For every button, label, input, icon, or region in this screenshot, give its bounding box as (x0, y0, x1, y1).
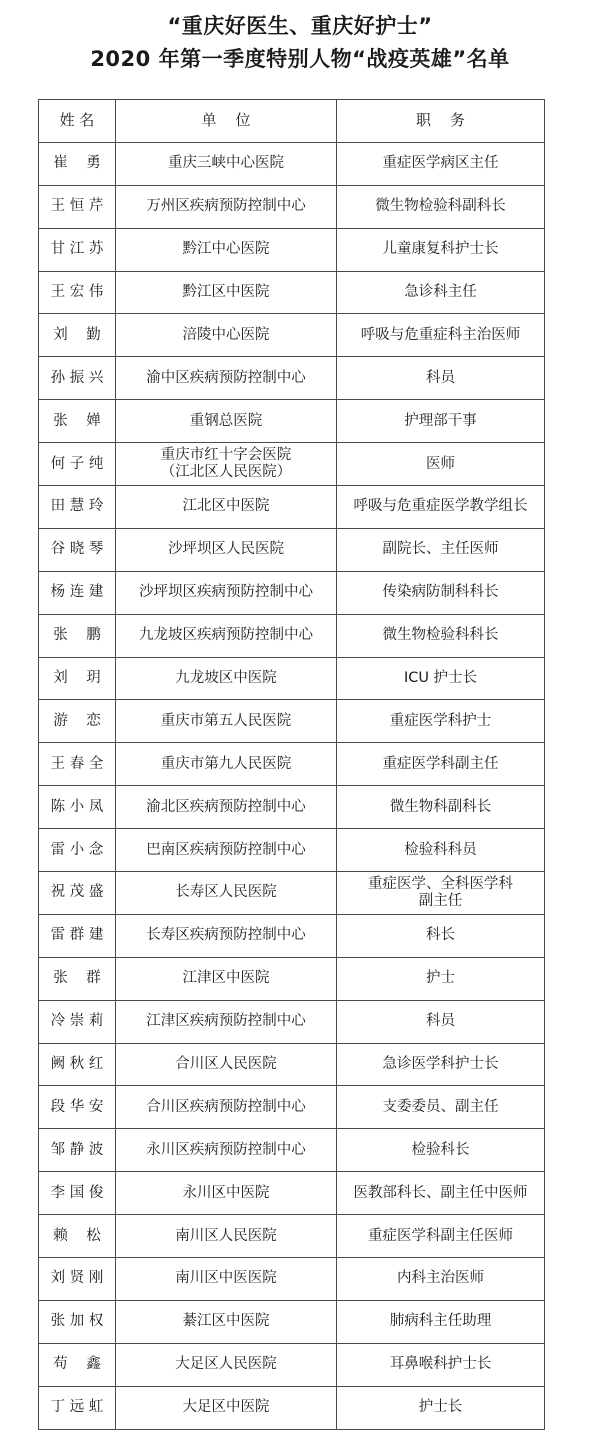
table-row (39, 957, 545, 1000)
cell-position: 重症医学病区主任 (337, 142, 545, 185)
cell-name: 王 恒 芹 (39, 185, 116, 228)
table-row (39, 571, 545, 614)
document-title-line-1: “重庆好医生、重庆好护士” (167, 14, 433, 38)
cell-position: 科员 (337, 1000, 545, 1043)
cell-name: 李 国 俊 (39, 1172, 116, 1215)
cell-unit: 长寿区疾病预防控制中心 (116, 914, 337, 957)
table-row (39, 528, 545, 571)
cell-position: 重症医学、全科医学科 副主任 (337, 872, 545, 915)
cell-position: 急诊医学科护士长 (337, 1043, 545, 1086)
table-row (39, 700, 545, 743)
cell-unit: 重庆市第五人民医院 (116, 700, 337, 743)
cell-unit: 江津区疾病预防控制中心 (116, 1000, 337, 1043)
cell-position: 支委委员、副主任 (337, 1086, 545, 1129)
cell-position: 传染病防制科科长 (337, 571, 545, 614)
heroes-table (38, 99, 545, 1430)
cell-name: 赖 松 (39, 1215, 116, 1258)
cell-position: 微生物科副科长 (337, 786, 545, 829)
cell-unit: 沙坪坝区人民医院 (116, 528, 337, 571)
table-row (39, 614, 545, 657)
table-row (39, 1215, 545, 1258)
cell-unit: 巴南区疾病预防控制中心 (116, 829, 337, 872)
cell-unit: 合川区人民医院 (116, 1043, 337, 1086)
cell-unit: 万州区疾病预防控制中心 (116, 185, 337, 228)
cell-name: 丁 远 虹 (39, 1386, 116, 1429)
cell-name: 刘 玥 (39, 657, 116, 700)
cell-unit: 黔江区中医院 (116, 271, 337, 314)
cell-unit: 渝北区疾病预防控制中心 (116, 786, 337, 829)
cell-unit: 重庆市第九人民医院 (116, 743, 337, 786)
table-row (39, 872, 545, 915)
cell-position: 肺病科主任助理 (337, 1300, 545, 1343)
table-row (39, 185, 545, 228)
cell-name: 孙 振 兴 (39, 357, 116, 400)
cell-name: 刘 贤 刚 (39, 1258, 116, 1301)
cell-name: 张 鹏 (39, 614, 116, 657)
cell-name: 崔 勇 (39, 142, 116, 185)
cell-position: 检验科科员 (337, 829, 545, 872)
cell-name: 阙 秋 红 (39, 1043, 116, 1086)
cell-name: 张 群 (39, 957, 116, 1000)
cell-position: 重症医学科副主任医师 (337, 1215, 545, 1258)
cell-position: 重症医学科护士 (337, 700, 545, 743)
cell-name: 祝 茂 盛 (39, 872, 116, 915)
cell-unit: 合川区疾病预防控制中心 (116, 1086, 337, 1129)
cell-unit: 綦江区中医院 (116, 1300, 337, 1343)
table-row (39, 228, 545, 271)
cell-position: 科员 (337, 357, 545, 400)
cell-unit: 沙坪坝区疾病预防控制中心 (116, 571, 337, 614)
cell-position: 医师 (337, 443, 545, 486)
table-row (39, 314, 545, 357)
cell-unit: 江津区中医院 (116, 957, 337, 1000)
cell-position: 呼吸与危重症科主治医师 (337, 314, 545, 357)
cell-name: 王 宏 伟 (39, 271, 116, 314)
cell-unit: 黔江中心医院 (116, 228, 337, 271)
cell-unit: 永川区疾病预防控制中心 (116, 1129, 337, 1172)
cell-unit: 长寿区人民医院 (116, 872, 337, 915)
cell-position: 医教部科长、副主任中医师 (337, 1172, 545, 1215)
cell-position: 护理部干事 (337, 400, 545, 443)
cell-unit: 大足区中医院 (116, 1386, 337, 1429)
cell-unit: 九龙坡区中医院 (116, 657, 337, 700)
cell-name: 田 慧 玲 (39, 486, 116, 529)
cell-name: 雷 小 念 (39, 829, 116, 872)
cell-unit: 南川区人民医院 (116, 1215, 337, 1258)
table-row (39, 743, 545, 786)
header-name: 姓 名 (39, 100, 116, 143)
cell-position: 护士长 (337, 1386, 545, 1429)
cell-position: 儿童康复科护士长 (337, 228, 545, 271)
table-row (39, 1300, 545, 1343)
cell-unit: 涪陵中心医院 (116, 314, 337, 357)
table-row (39, 914, 545, 957)
header-unit: 单 位 (116, 100, 337, 143)
cell-position: 科长 (337, 914, 545, 957)
table-row (39, 400, 545, 443)
table-row (39, 142, 545, 185)
cell-name: 冷 崇 莉 (39, 1000, 116, 1043)
cell-name: 刘 勤 (39, 314, 116, 357)
cell-position: 急诊科主任 (337, 271, 545, 314)
cell-unit: 重钢总医院 (116, 400, 337, 443)
cell-position: 呼吸与危重症医学教学组长 (337, 486, 545, 529)
cell-position: 护士 (337, 957, 545, 1000)
cell-unit: 永川区中医院 (116, 1172, 337, 1215)
cell-position: 副院长、主任医师 (337, 528, 545, 571)
table-row (39, 786, 545, 829)
cell-name: 雷 群 建 (39, 914, 116, 957)
cell-position: 重症医学科副主任 (337, 743, 545, 786)
cell-unit: 南川区中医医院 (116, 1258, 337, 1301)
cell-name: 张 婵 (39, 400, 116, 443)
table-row (39, 443, 545, 486)
cell-unit: 江北区中医院 (116, 486, 337, 529)
cell-name: 苟 鑫 (39, 1343, 116, 1386)
cell-unit: 渝中区疾病预防控制中心 (116, 357, 337, 400)
cell-position: ICU 护士长 (337, 657, 545, 700)
cell-name: 谷 晓 琴 (39, 528, 116, 571)
table-row (39, 1086, 545, 1129)
header-position: 职 务 (337, 100, 545, 143)
cell-position: 耳鼻喉科护士长 (337, 1343, 545, 1386)
table-row (39, 271, 545, 314)
table-row (39, 1343, 545, 1386)
cell-name: 邹 静 波 (39, 1129, 116, 1172)
cell-position: 微生物检验科科长 (337, 614, 545, 657)
cell-name: 游 恋 (39, 700, 116, 743)
table-row (39, 1386, 545, 1429)
cell-position: 内科主治医师 (337, 1258, 545, 1301)
table-row (39, 1172, 545, 1215)
table-row (39, 1129, 545, 1172)
cell-unit: 重庆三峡中心医院 (116, 142, 337, 185)
table-row (39, 1000, 545, 1043)
table-header-row (39, 100, 545, 143)
table-row (39, 829, 545, 872)
document-title-line-2: 2020 年第一季度特别人物“战疫英雄”名单 (90, 47, 510, 71)
cell-unit: 重庆市红十字会医院 （江北区人民医院） (116, 443, 337, 486)
cell-name: 何 子 纯 (39, 443, 116, 486)
cell-name: 杨 连 建 (39, 571, 116, 614)
cell-unit: 九龙坡区疾病预防控制中心 (116, 614, 337, 657)
cell-name: 陈 小 凤 (39, 786, 116, 829)
table-row (39, 357, 545, 400)
cell-position: 微生物检验科副科长 (337, 185, 545, 228)
table-row (39, 486, 545, 529)
table-row (39, 1043, 545, 1086)
cell-name: 甘 江 苏 (39, 228, 116, 271)
cell-name: 张 加 权 (39, 1300, 116, 1343)
cell-name: 王 春 全 (39, 743, 116, 786)
cell-name: 段 华 安 (39, 1086, 116, 1129)
cell-position: 检验科长 (337, 1129, 545, 1172)
cell-unit: 大足区人民医院 (116, 1343, 337, 1386)
table-row (39, 657, 545, 700)
table-row (39, 1258, 545, 1301)
